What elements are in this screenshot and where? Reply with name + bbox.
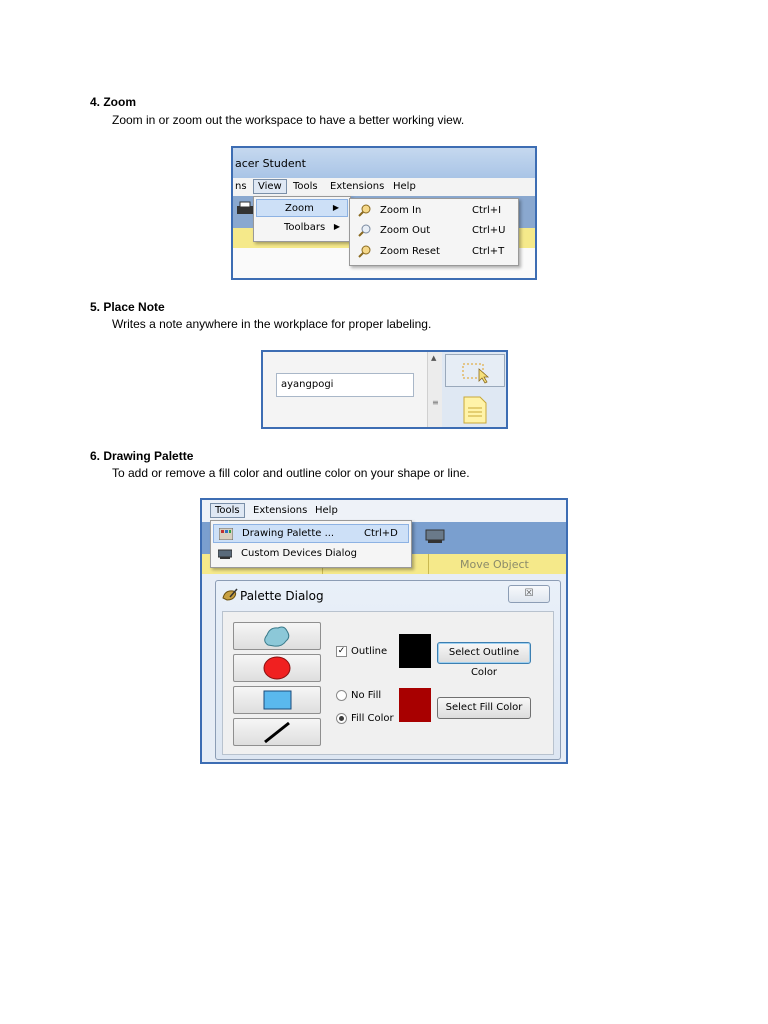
fill-color-radio[interactable]: [336, 713, 347, 724]
close-button[interactable]: ☒: [508, 585, 550, 603]
zoom-heading: 4. Zoom: [90, 95, 137, 109]
rectangle-shape-button[interactable]: [233, 686, 321, 714]
palette-icon: [219, 528, 233, 540]
scroll-grip-icon[interactable]: ≡: [432, 398, 439, 407]
drawing-palette-heading: 6. Drawing Palette: [90, 449, 194, 463]
zoom-reset-label: Zoom Reset: [380, 246, 440, 257]
zoom-in-item[interactable]: [352, 202, 516, 220]
zoom-out-label: Zoom Out: [380, 225, 431, 236]
no-fill-label: No Fill: [351, 690, 382, 701]
note-icon[interactable]: [463, 396, 487, 424]
title-bar: [233, 148, 535, 178]
zoom-in-label: Zoom In: [380, 205, 422, 216]
printer-icon[interactable]: [235, 200, 255, 218]
place-note-description: Writes a note anywhere in the workplace for proper labeling.: [112, 317, 432, 331]
view-menu-item-zoom[interactable]: [256, 199, 348, 217]
drawing-palette-description: To add or remove a fill color and outline color on your shape or line.: [112, 466, 470, 480]
select-cursor-icon: [446, 355, 504, 386]
select-outline-color-button[interactable]: Select Outline Color: [437, 642, 531, 664]
drawing-palette-shortcut: Ctrl+D: [364, 528, 398, 539]
zoom-reset-shortcut: Ctrl+T: [472, 246, 505, 257]
menu-view[interactable]: View: [253, 179, 287, 194]
outline-checkbox[interactable]: ✓: [337, 646, 346, 656]
device-icon[interactable]: [424, 526, 448, 546]
menu-extensions[interactable]: Extensions: [330, 181, 385, 192]
rectangle-shape-icon: [234, 687, 320, 713]
place-note-screenshot: [261, 350, 508, 429]
custom-devices-item[interactable]: [213, 545, 409, 563]
zoom-label: Zoom: [285, 203, 314, 214]
drawing-palette-label: Drawing Palette ...: [242, 528, 335, 539]
zoom-out-shortcut: Ctrl+U: [472, 225, 506, 236]
ellipse-shape-button[interactable]: [233, 654, 321, 682]
submenu-arrow-icon: ▶: [333, 222, 340, 231]
toolbars-label: Toolbars: [284, 222, 326, 233]
device-icon: [218, 548, 232, 560]
palette-dialog-icon: [222, 588, 238, 602]
cloud-shape-icon: [234, 623, 320, 649]
zoom-description: Zoom in or zoom out the workspace to have a better working view.: [112, 113, 465, 127]
tool-side-panel: [442, 352, 508, 429]
drawing-palette-screenshot: [200, 498, 568, 764]
palette-dialog: [215, 580, 561, 760]
zoom-in-icon: [358, 204, 371, 217]
custom-devices-label: Custom Devices Dialog: [241, 548, 357, 559]
menu-bar: [233, 178, 535, 196]
note-text-input[interactable]: ayangpogi: [276, 373, 414, 397]
tools-menu-dropdown: [210, 520, 412, 568]
zoom-out-item[interactable]: [352, 222, 516, 240]
select-tool-button[interactable]: [445, 354, 505, 387]
status-divider: [428, 554, 429, 574]
select-fill-color-button[interactable]: Select Fill Color: [437, 697, 531, 719]
menu-tools[interactable]: Tools: [293, 181, 318, 192]
zoom-screenshot: [231, 146, 537, 280]
line-shape-button[interactable]: [233, 718, 321, 746]
zoom-reset-item[interactable]: [352, 243, 516, 261]
drawing-palette-item[interactable]: [213, 524, 409, 543]
ellipse-shape-icon: [234, 655, 320, 681]
menu-item-partial[interactable]: ns: [235, 181, 247, 192]
menu-help[interactable]: Help: [393, 181, 416, 192]
outline-color-swatch: [399, 634, 431, 668]
place-note-heading: 5. Place Note: [90, 300, 165, 314]
zoom-reset-icon: [358, 245, 371, 258]
menu-tools[interactable]: Tools: [210, 503, 245, 518]
menu-extensions[interactable]: Extensions: [253, 505, 308, 516]
fill-color-label: Fill Color: [351, 713, 394, 724]
zoom-in-shortcut: Ctrl+I: [472, 205, 502, 216]
line-shape-icon: [234, 719, 320, 745]
status-move-object: Move Object: [460, 558, 529, 571]
window-title: acer Student: [235, 157, 306, 170]
cloud-shape-button[interactable]: [233, 622, 321, 650]
outline-label: Outline: [351, 646, 388, 657]
dialog-title: Palette Dialog: [240, 589, 324, 603]
submenu-arrow-icon: ▶: [332, 203, 339, 212]
zoom-out-icon: [358, 224, 371, 237]
view-menu-item-toolbars[interactable]: [256, 219, 348, 237]
view-menu-dropdown: [253, 196, 351, 242]
no-fill-radio[interactable]: [336, 690, 347, 701]
dialog-body: [222, 611, 554, 755]
menu-bar: [202, 500, 566, 522]
zoom-submenu: [349, 198, 519, 266]
vertical-scrollbar[interactable]: [427, 352, 442, 429]
fill-color-swatch: [399, 688, 431, 722]
menu-help[interactable]: Help: [315, 505, 338, 516]
scroll-up-icon[interactable]: ▲: [431, 354, 437, 362]
